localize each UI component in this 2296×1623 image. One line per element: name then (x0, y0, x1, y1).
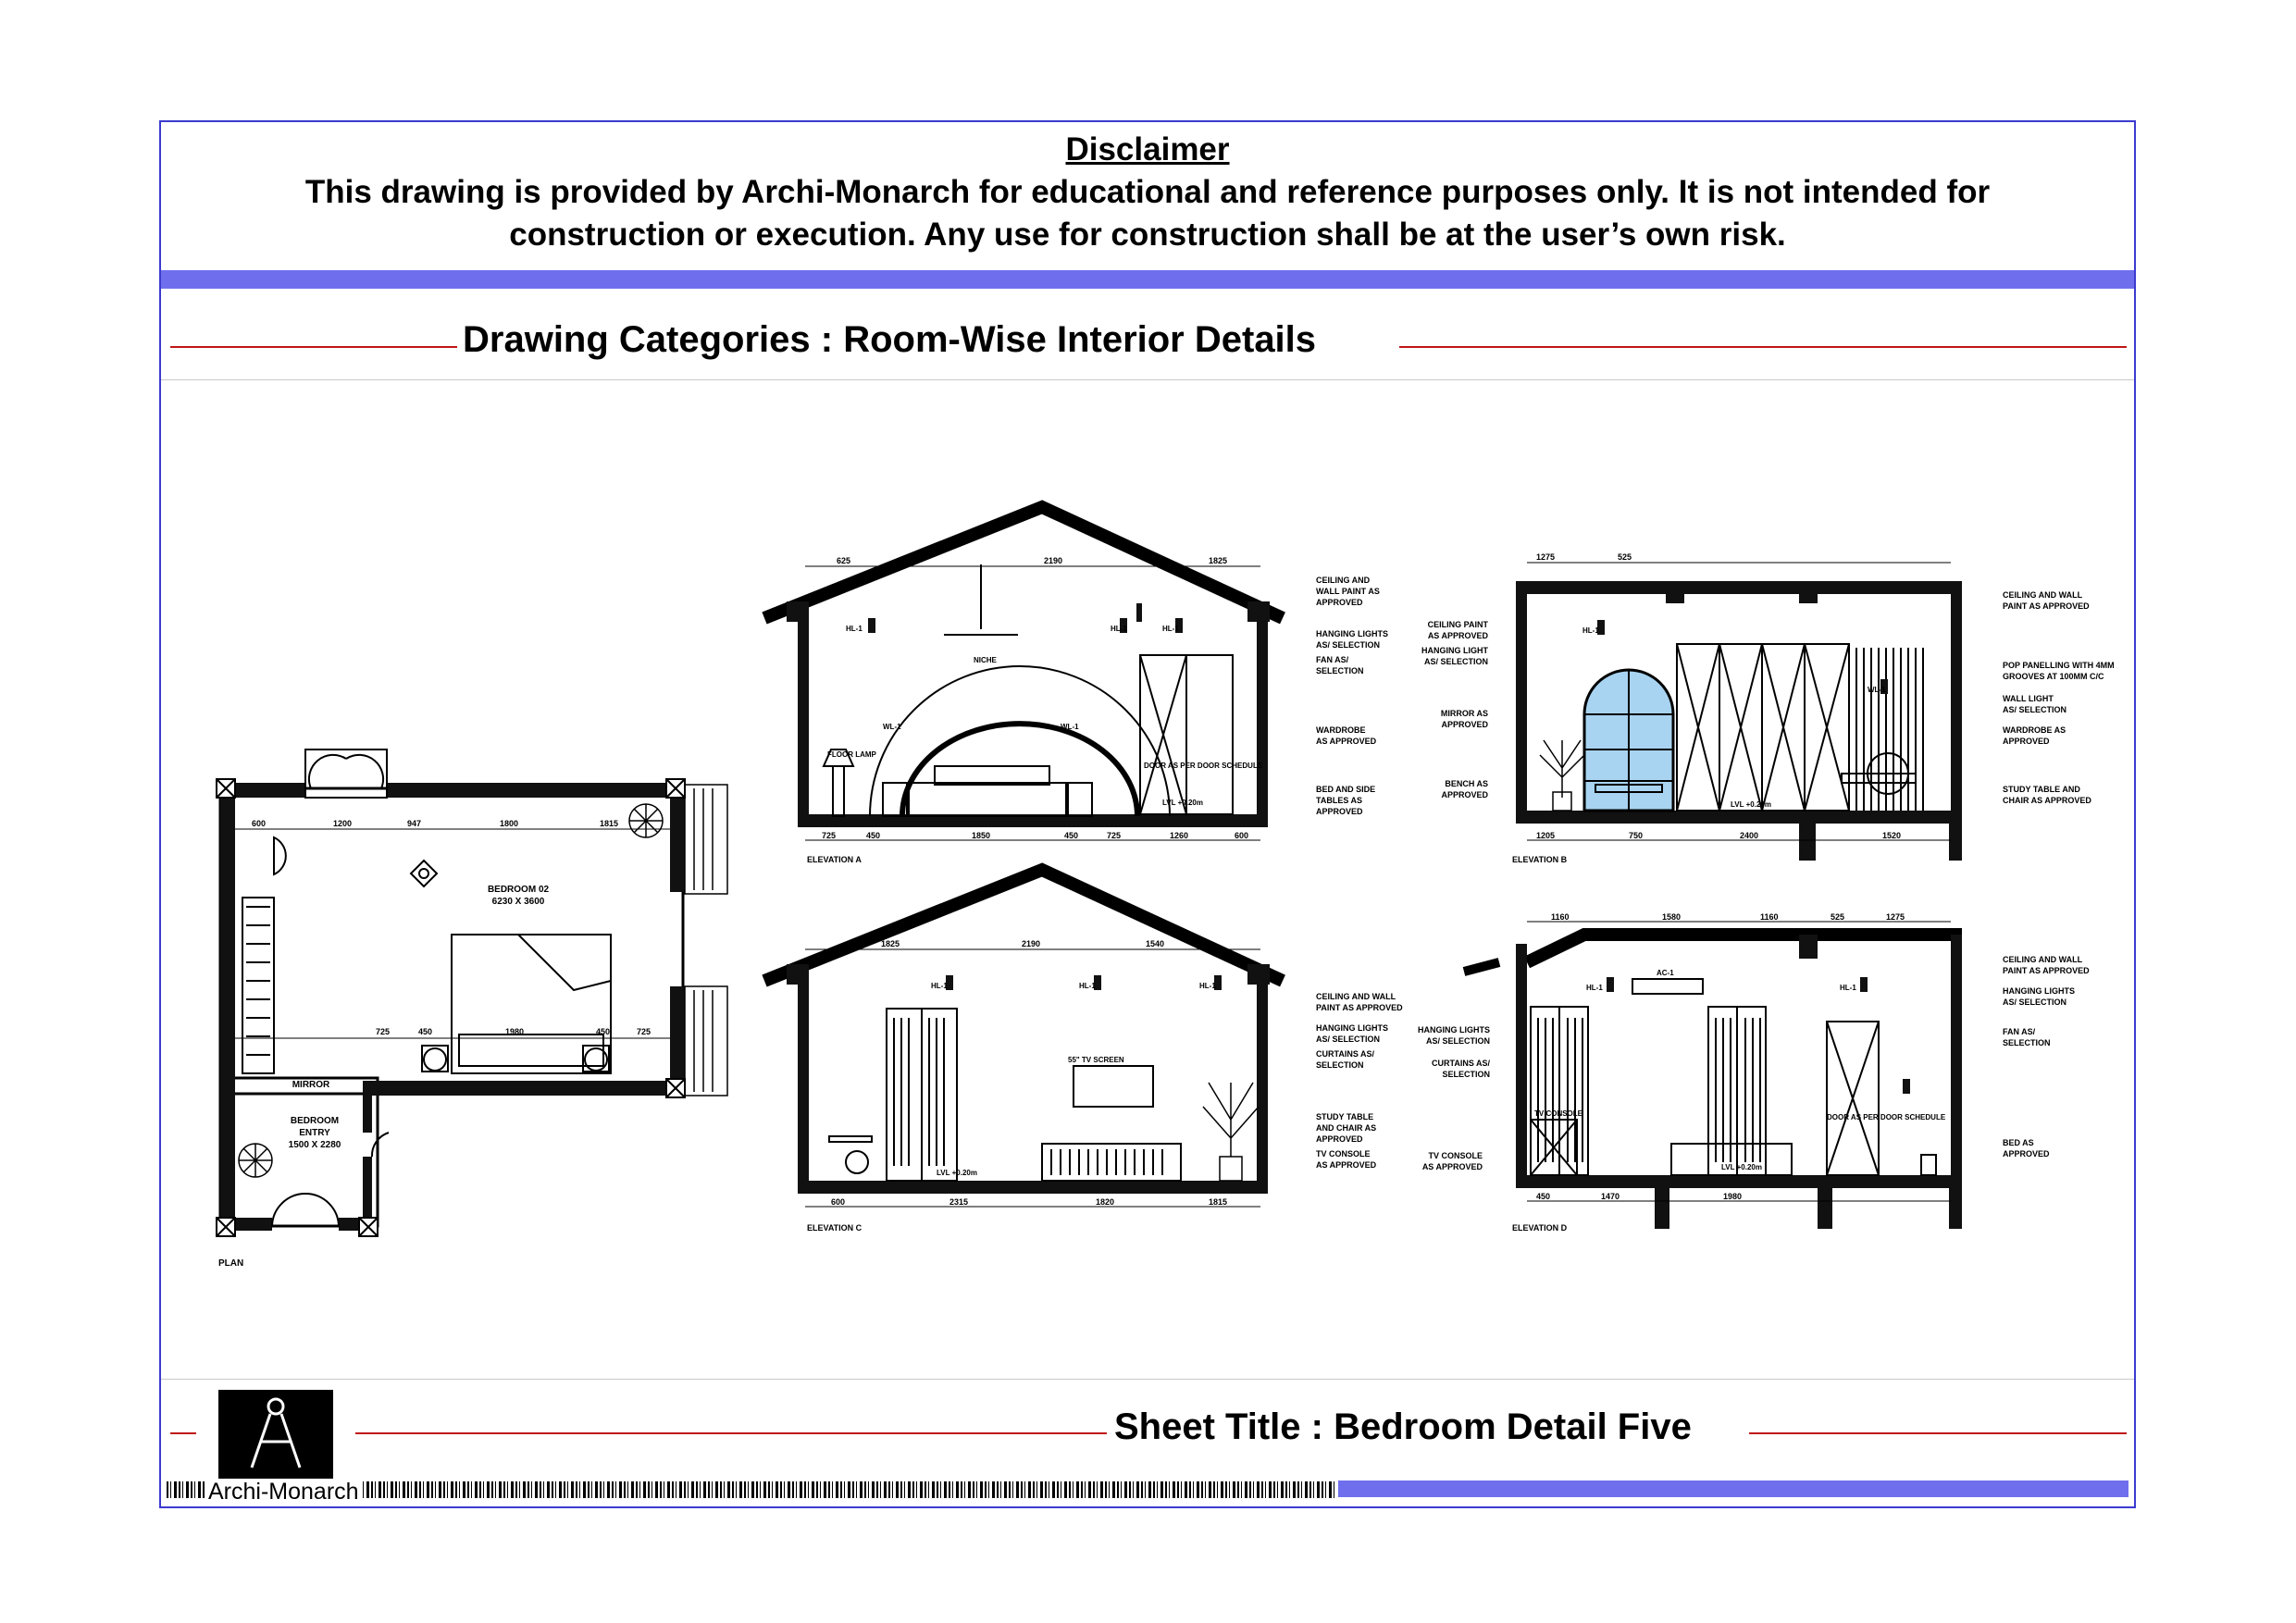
elevation-a-label: ELEVATION A (807, 855, 862, 864)
plan-entry-size: 1500 X 2280 (288, 1140, 341, 1150)
elev-c-tag-5: LVL +0.20m (937, 1169, 977, 1177)
elev-c-tag-2: HL-1 (1079, 982, 1096, 990)
elev-d-lnote-3: CURTAINS AS/ (1432, 1059, 1490, 1068)
elev-d-rnote-7: BED AS (2003, 1138, 2034, 1147)
elev-c-note-9: APPROVED (1316, 1134, 1363, 1144)
elev-d-tag-6: LVL +0.20m (1721, 1163, 1762, 1171)
elev-d-rnote-5: FAN AS/ (2003, 1027, 2036, 1036)
elev-d-rnote-6: SELECTION (2003, 1038, 2051, 1047)
elev-a-tag-7: NICHE (974, 656, 997, 664)
elev-d-rnote-1: CEILING AND WALL (2003, 955, 2083, 964)
elev-a-dim-bot-6: 1260 (1170, 831, 1189, 840)
elev-b-dim-top-2: 525 (1618, 552, 1632, 562)
elev-c-tag-4: 55" TV SCREEN (1068, 1056, 1124, 1064)
footer-band (1338, 1481, 2128, 1497)
plan-room-label: BEDROOM 02 (487, 885, 550, 895)
elev-d-dim-top-1: 1160 (1551, 912, 1570, 922)
elev-d-tag-3: AC-1 (1657, 969, 1674, 977)
plan-entry-label-2: ENTRY (299, 1128, 330, 1138)
elev-c-note-7: STUDY TABLE (1316, 1112, 1374, 1121)
elev-a-dim-bot-7: 600 (1235, 831, 1249, 840)
elev-b-rnote-2: PAINT AS APPROVED (2003, 601, 2090, 611)
elev-b-dim-bot-4: 1520 (1882, 831, 1902, 840)
elev-b-rnote-4: GROOVES AT 100MM C/C (2003, 672, 2104, 681)
elev-a-note-7: SELECTION (1316, 666, 1364, 675)
elev-c-note-3: HANGING LIGHTS (1316, 1023, 1388, 1033)
plan-dim-top-5: 1815 (600, 819, 619, 828)
elev-c-dim-bot-2: 2315 (949, 1197, 969, 1207)
elev-a-dim-top-3: 1825 (1209, 556, 1228, 565)
elev-a-dim-top-2: 2190 (1044, 556, 1063, 565)
elev-b-dim-top-1: 1275 (1536, 552, 1556, 562)
elev-d-tag-1: HL-1 (1586, 984, 1603, 992)
elev-c-dim-bot-3: 1820 (1096, 1197, 1115, 1207)
elev-a-note-2: WALL PAINT AS (1316, 587, 1380, 596)
elev-b-lnote-5: MIRROR AS (1440, 709, 1488, 718)
elev-d-dim-bot-3: 1980 (1723, 1192, 1743, 1201)
elev-c-note-2: PAINT AS APPROVED (1316, 1003, 1403, 1012)
elevation-d (1418, 912, 2090, 1233)
divider-bottom (161, 1379, 2134, 1380)
elev-c-note-1: CEILING AND WALL (1316, 992, 1396, 1001)
elev-d-dim-top-3: 1160 (1760, 912, 1779, 922)
elev-b-lnote-4: AS/ SELECTION (1423, 657, 1488, 666)
elev-a-tag-9: LVL +0.20m (1162, 799, 1203, 807)
elev-a-note-11: TABLES AS (1316, 796, 1363, 805)
elevation-a (764, 507, 1388, 864)
elev-d-rnote-8: APPROVED (2003, 1149, 2050, 1158)
sheet-rule-left-short (170, 1432, 196, 1434)
elev-b-rnote-7: WARDROBE AS (2003, 725, 2066, 735)
sheet-title: Sheet Title : Bedroom Detail Five (1114, 1406, 1692, 1447)
plan-dim-top-2: 1200 (333, 819, 353, 828)
elevation-d-label: ELEVATION D (1512, 1223, 1568, 1233)
elev-b-lnote-3: HANGING LIGHT (1421, 646, 1488, 655)
elev-d-dim-top-4: 525 (1831, 912, 1845, 922)
elev-a-dim-bot-5: 725 (1107, 831, 1122, 840)
elev-b-lnote-6: APPROVED (1441, 720, 1488, 729)
elev-a-tag-5: WL-1 (883, 723, 901, 731)
elevation-b-label: ELEVATION B (1512, 855, 1568, 864)
sheet-rule-right (1749, 1432, 2127, 1434)
elevation-c-label: ELEVATION C (807, 1223, 863, 1233)
elev-d-tag-2: HL-1 (1840, 984, 1856, 992)
elev-d-tag-4: TV CONSOLE (1534, 1109, 1583, 1118)
elev-d-rnote-4: AS/ SELECTION (2003, 997, 2067, 1007)
elev-b-dim-bot-1: 1205 (1536, 831, 1556, 840)
elev-b-rnote-3: POP PANELLING WITH 4MM (2003, 661, 2115, 670)
elev-d-lnote-1: HANGING LIGHTS (1418, 1025, 1490, 1035)
elev-d-dim-top-5: 1275 (1886, 912, 1905, 922)
elev-b-rnote-9: STUDY TABLE AND (2003, 785, 2080, 794)
elev-c-dim-top-2: 2190 (1022, 939, 1041, 948)
elev-a-note-3: APPROVED (1316, 598, 1363, 607)
elev-b-lnote-7: BENCH AS (1445, 779, 1488, 788)
elev-c-note-10: TV CONSOLE (1316, 1149, 1371, 1158)
elev-b-lnote-8: APPROVED (1441, 790, 1488, 799)
plan-entry-label: BEDROOM (290, 1116, 340, 1126)
elev-d-lnote-4: SELECTION (1442, 1070, 1490, 1079)
elev-d-rnote-3: HANGING LIGHTS (2003, 986, 2075, 996)
elev-c-dim-bot-1: 600 (831, 1197, 846, 1207)
plan-dim-bot-4: 450 (596, 1027, 611, 1036)
elev-b-dim-bot-3: 2400 (1740, 831, 1759, 840)
elev-d-rnote-2: PAINT AS APPROVED (2003, 966, 2090, 975)
elev-b-lnote-1: CEILING PAINT (1427, 620, 1488, 629)
floor-plan (217, 750, 727, 1269)
elev-d-tag-5: DOOR AS PER DOOR SCHEDULE (1827, 1113, 1946, 1121)
plan-dim-bot-2: 450 (418, 1027, 433, 1036)
elev-c-note-6: SELECTION (1316, 1060, 1364, 1070)
elev-c-tag-1: HL-1 (931, 982, 948, 990)
elev-d-lnote-2: AS/ SELECTION (1425, 1036, 1490, 1046)
elev-b-rnote-1: CEILING AND WALL (2003, 590, 2083, 600)
elev-a-note-6: FAN AS/ (1316, 655, 1349, 664)
elev-a-tag-6: WL-1 (1061, 723, 1079, 731)
elev-c-dim-top-1: 1825 (881, 939, 900, 948)
elev-a-dim-top-1: 625 (837, 556, 851, 565)
elev-d-dim-top-2: 1580 (1662, 912, 1682, 922)
elev-d-dim-bot-1: 450 (1536, 1192, 1551, 1201)
plan-dim-top-3: 947 (407, 819, 422, 828)
elev-b-lnote-2: AS APPROVED (1427, 631, 1488, 640)
plan-dim-bot-1: 725 (376, 1027, 391, 1036)
plan-room-size: 6230 X 3600 (491, 897, 545, 907)
elev-a-note-9: AS APPROVED (1316, 737, 1377, 746)
elev-b-rnote-8: APPROVED (2003, 737, 2050, 746)
elev-a-tag-1: HL-1 (846, 625, 863, 633)
elev-a-dim-bot-1: 725 (822, 831, 837, 840)
elev-b-rnote-5: WALL LIGHT (2003, 694, 2054, 703)
disclaimer-line-2: construction or execution. Any use for construction shall be at the user’s own risk. (509, 217, 1786, 253)
elev-a-tag-4: FLOOR LAMP (827, 750, 876, 759)
elev-a-note-4: HANGING LIGHTS (1316, 629, 1388, 638)
plan-dim-bot-3: 1980 (505, 1027, 525, 1036)
elev-c-note-8: AND CHAIR AS (1316, 1123, 1377, 1133)
elev-c-dim-bot-4: 1815 (1209, 1197, 1228, 1207)
elev-d-lnote-5: TV CONSOLE (1428, 1151, 1483, 1160)
category-title: Drawing Categories : Room-Wise Interior Details (463, 319, 1317, 360)
elev-a-dim-bot-4: 450 (1064, 831, 1079, 840)
elev-b-tag-3: LVL +0.20m (1731, 800, 1771, 809)
elev-a-note-10: BED AND SIDE (1316, 785, 1376, 794)
brand-name: Archi-Monarch (205, 1479, 362, 1505)
elev-a-note-8: WARDROBE (1316, 725, 1366, 735)
disclaimer-title: Disclaimer (1065, 131, 1230, 167)
sheet-rule-left (355, 1432, 1107, 1434)
elev-c-dim-top-3: 1540 (1146, 939, 1165, 948)
elev-b-dim-bot-2: 750 (1629, 831, 1644, 840)
elevation-b (1421, 552, 2115, 864)
archi-monarch-logo (218, 1390, 333, 1479)
elev-a-note-1: CEILING AND (1316, 576, 1371, 585)
plan-dim-top-4: 1800 (500, 819, 519, 828)
plan-mirror-label: MIRROR (292, 1080, 330, 1090)
elev-a-dim-bot-2: 450 (866, 831, 881, 840)
elev-b-tag-2: WL-1 (1868, 686, 1886, 694)
elev-a-note-5: AS/ SELECTION (1316, 640, 1381, 650)
plan-dim-top-1: 600 (252, 819, 267, 828)
plan-dim-bot-5: 725 (637, 1027, 652, 1036)
elev-c-note-4: AS/ SELECTION (1316, 1035, 1381, 1044)
elev-b-tag-1: HL-1 (1582, 626, 1599, 635)
elev-d-lnote-6: AS APPROVED (1421, 1162, 1483, 1171)
disclaimer-line-1: This drawing is provided by Archi-Monarch for educational and reference purposes only. It is not intended for (304, 174, 1991, 210)
elev-a-note-12: APPROVED (1316, 807, 1363, 816)
elev-a-tag-3: HL-1 (1162, 625, 1179, 633)
elev-a-tag-8: DOOR AS PER DOOR SCHEDULE (1144, 762, 1263, 770)
elev-c-note-5: CURTAINS AS/ (1316, 1049, 1374, 1059)
elev-a-tag-2: HL-1 (1111, 625, 1127, 633)
elev-b-rnote-10: CHAIR AS APPROVED (2003, 796, 2091, 805)
elev-c-note-11: AS APPROVED (1316, 1160, 1377, 1170)
elev-a-dim-bot-3: 1850 (972, 831, 991, 840)
elev-c-tag-3: HL-1 (1199, 982, 1216, 990)
elevation-c (764, 870, 1403, 1233)
plan-label: PLAN (218, 1258, 244, 1269)
elev-b-rnote-6: AS/ SELECTION (2003, 705, 2067, 714)
elev-d-dim-bot-2: 1470 (1601, 1192, 1620, 1201)
